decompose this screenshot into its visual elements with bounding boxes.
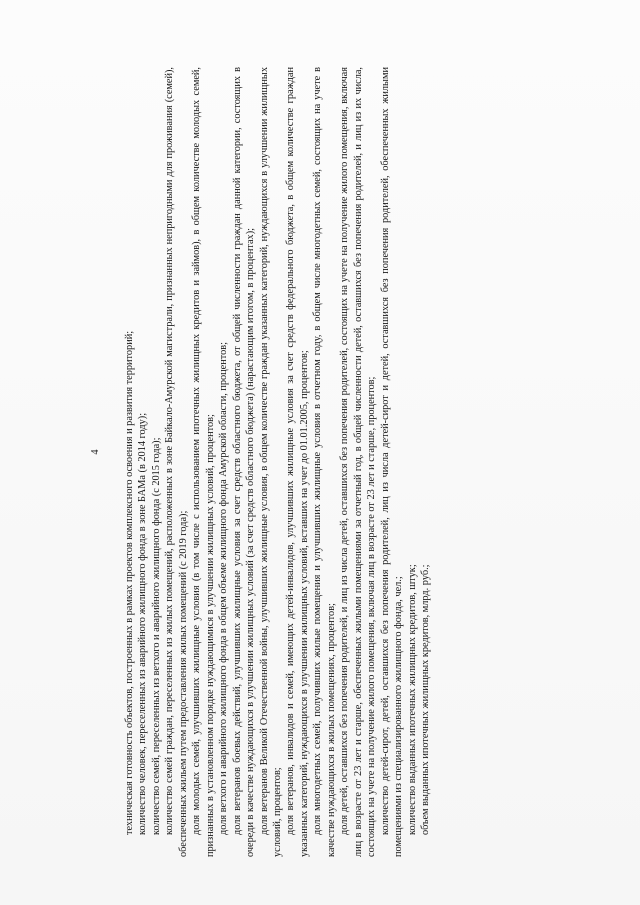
paragraph-10: доля многодетных семей, получивших жилые помещения и улучшивших жилищные условия в отчетном году, в общем числе многодетных семей, состоящих на учете в качестве нуждающихся в жилых помещениях, процентов;: [312, 67, 337, 857]
paragraph-11: доля детей, оставшихся без попечения родителей, и лиц из числа детей, оставшихся без попечения родителей, состоящих на учете на получение жилого помещения, включая лиц в возрасте от 23 лет и старше, обеспеченных жилыми помещениями за отчетный год, в общей численности детей, оставшихся без попечения родителей, и лиц из их числа, состоящих на учете на получение жилого помещения, включая лиц в возрасте от 23 лет и старше, процентов;: [339, 67, 378, 857]
paragraph-8: доля ветеранов Великой Отечественной войны, улучшивших жилищные условия, в общем количестве граждан указанных категорий, нуждающихся в улучшении жилищных условий, процентов;: [258, 67, 283, 857]
paragraph-3: количество семей, переселенных из ветхого и аварийного жилищного фонда (с 2015 года);: [150, 437, 162, 835]
paragraph-14: объем выданных ипотечных жилищных кредитов, млрд. руб.;: [419, 564, 431, 835]
paragraph-4: количество семей граждан, переселенных из жилых помещений, расположенных в зоне Байкало-Амурской магистрали, признанных непригодными для проживания (семей), обеспеченных жильем путем предоставления жилых помещений (с 2019 года);: [164, 67, 189, 857]
page-number: 4: [90, 449, 101, 455]
rotated-document-content: [89, 67, 519, 857]
paragraph-2: количество человек, переселенных из аварийного жилищного фонда в зоне БАМа (в 2014 году);: [137, 412, 149, 835]
document-body: [123, 67, 432, 857]
paragraph-13: количество выданных ипотечных жилищных кредитов, штук;: [406, 564, 418, 835]
paragraph-9: доля ветеранов, инвалидов и семей, имеющих детей-инвалидов, улучшивших жилищные условия за счет средств федерального бюджета, в общем количестве граждан указанных категорий, нуждающихся в улучшении жилищных условий, вставших на учет до 01.01.2005, процентов;: [285, 67, 310, 857]
paragraph-12: количество детей-сирот, детей, оставшихся без попечения родителей, лиц из числа детей-сирот и детей, оставшихся без попечения родителей, обеспеченных жилыми помещениями из специализированного жилищного фонда, чел.;: [379, 67, 405, 857]
paragraph-7: доля ветеранов боевых действий, улучшивших жилищные условия за счет средств областного бюджета, от общей численности граждан данной категории, состоящих в очереди в качестве нуждающихся в улучшении жилищных условий (за счет средств областного бюджета) (нарастающим итогом, в процентах);: [231, 67, 257, 857]
paragraph-6: доля ветхого и аварийного жилищного фонда в общем объеме жилищного фонда Амурской области, процентов;: [218, 342, 230, 835]
paragraph-1: техническая готовность объектов, построенных в рамках проектов комплексного освоения и развития территорий;: [124, 330, 135, 835]
paragraph-5: доля молодых семей, улучшивших жилищные условия (в том числе с использованием ипотечных жилищных кредитов и займов), в общем количестве молодых семей, признанных в установленном порядке нуждающимися в улучшении жилищных условий, процентов;: [191, 67, 216, 857]
